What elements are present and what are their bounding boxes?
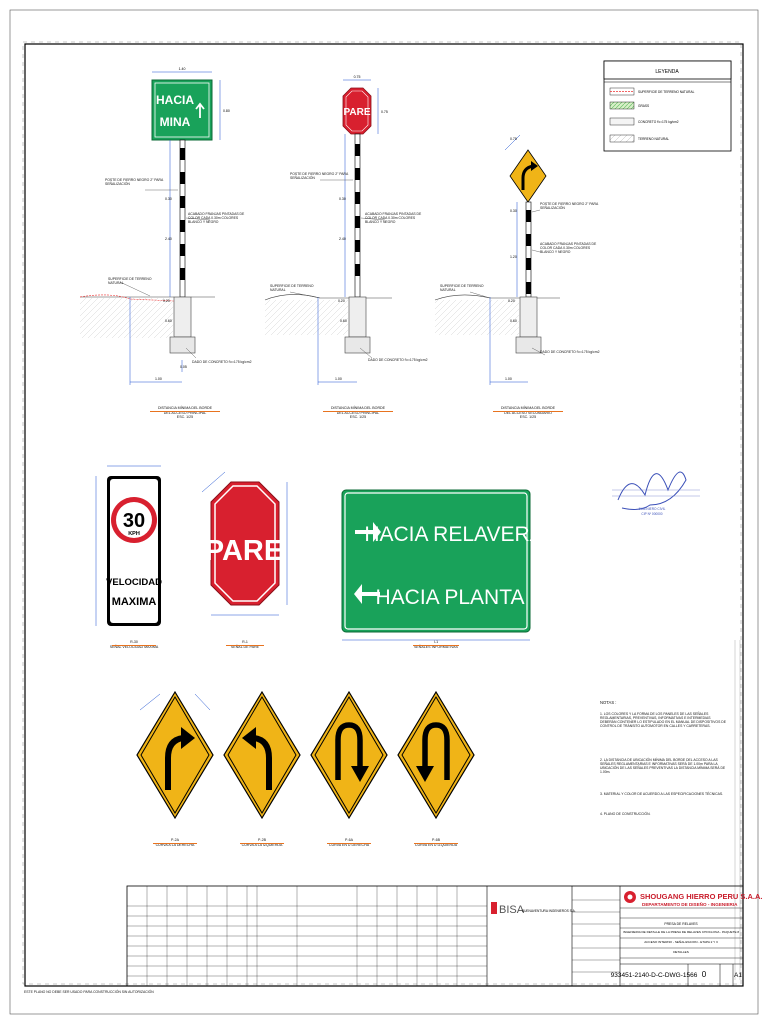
legend-item: CONCRETO f'c=175 kg/cm2 — [638, 120, 679, 124]
note-tubo: POSTE DE FIERRO NEGRO 2" PARA SEÑALIZACIÓN — [540, 202, 599, 210]
signature-text: CIP Nº 000000 — [641, 512, 663, 516]
informativa-line2: HACIA PLANTA — [375, 586, 525, 609]
legend-item: GRASS — [638, 104, 650, 108]
legend-title: LEYENDA — [655, 69, 679, 75]
speed-text-1: VELOCIDAD — [106, 577, 162, 588]
hacia-mina-line1: HACIA — [156, 93, 194, 107]
note-dado: DADO DE CONCRETO f'c=175 kg/cm2 — [192, 360, 252, 364]
hacia-mina-sign — [152, 80, 212, 140]
bisa-name: BUENAVENTURA INGENIEROS S.A. — [522, 909, 576, 913]
project-title: PRESA DE RELAVES — [664, 922, 698, 926]
speed-text-2: MAXIMA — [111, 596, 157, 608]
bisa-logo — [491, 902, 497, 914]
notes-item: 2. LA DISTANCIA DE UBICACIÓN MÍNIMA DEL BORDE DEL ACCESO A LAS SEÑALES REGLAMENTARIAS E INFORMATIVAS SERÁ DE 1.00m PARA LA UBICACIÓN DE LAS SEÑALES PREVENTIVAS LA DISTANCIA MÍNIMA SERÁ DE 1.00m. — [600, 758, 726, 774]
note-terreno: SUPERFICIE DE TERRENO NATURAL — [108, 277, 152, 285]
legend-item: SUPERFICIE DE TERRENO NATURAL — [638, 90, 695, 94]
dim-label: 0.30 — [339, 197, 346, 201]
signature-stamp — [612, 472, 700, 509]
notes-title: NOTAS : — [600, 700, 617, 705]
informativa-line1: HACIA RELAVERA — [364, 523, 544, 546]
speed-unit: KPH — [128, 531, 140, 537]
dim-label: 1.20 — [510, 255, 517, 259]
warning-sign-curva-derecha — [137, 692, 213, 818]
dim-label: 1.00 — [335, 377, 342, 381]
signature-text: INGENIERO CIVIL — [638, 507, 666, 511]
dim-label: 0.30 — [165, 197, 172, 201]
informativa-sign — [342, 490, 544, 632]
detail-curva — [435, 135, 560, 385]
note-pintura: ACABADO FRANJAS PINTADAS DE COLOR CADA 0.30m COLORES BLANCO Y NEGRO — [540, 242, 597, 254]
dim-label: 0.75 — [353, 75, 361, 79]
dim-label: 0.20 — [163, 299, 170, 303]
warning-sign-curva-u-derecha — [311, 692, 387, 818]
dim-label: 0.80 — [223, 109, 230, 113]
company-name: SHOUGANG HIERRO PERU S.A.A. — [640, 892, 763, 901]
speed-value: 30 — [122, 510, 146, 532]
note-dado: DADO DE CONCRETO f'c=175 kg/cm2 — [540, 350, 600, 354]
detail-caption-1: DISTANCIA MÍNIMA DEL BORDE DEL ACCESO PRINCIPAL ESC. 1/25 — [157, 406, 213, 420]
notes-item: 4. PLANO DE CONSTRUCCIÓN. — [600, 812, 651, 816]
detail-caption-2: DISTANCIA MÍNIMA DEL BORDE DEL ACCESO PRINCIPAL ESC. 1/25 — [330, 406, 386, 420]
dim-label: 0.60 — [340, 319, 347, 323]
project-line3: DETALLES — [673, 950, 689, 954]
warning-sign-curva-u-izquierda — [398, 692, 474, 818]
sign-caption: P-2A CURVA A LA DERECHA — [155, 838, 195, 847]
note-terreno: SUPERFICIE DE TERRENO NATURAL — [440, 284, 484, 292]
project-line2: ACCESO INTERNO - SEÑALIZACION - ETAPA 2 Y 3 — [644, 940, 718, 944]
dim-label: 0.20 — [508, 299, 515, 303]
note-tubo: POSTE DE FIERRO NEGRO 2" PARA SEÑALIZACIÓN — [105, 178, 164, 186]
detail-hacia-mina — [80, 72, 220, 385]
sign-caption: R-1 SEÑAL DE PARE — [230, 640, 260, 649]
notes-item: 3. MATERIAL Y COLOR DE ACUERDO A LAS ESPECIFICACIONES TÉCNICAS. — [600, 792, 724, 796]
sign-caption: P-6A CURVA EN U DERECHA — [328, 838, 370, 847]
pare-large-text: PARE — [204, 535, 284, 567]
dim-label: 1.00 — [505, 377, 512, 381]
revision: 0 — [701, 970, 707, 979]
dim-label: 0.20 — [338, 299, 345, 303]
dim-label: 0.75 — [381, 110, 388, 114]
bisa-text: BISA — [499, 904, 525, 916]
sign-caption: P-2B CURVA A LA IZQUIERDA — [241, 838, 283, 847]
dim-label: 1.40 — [178, 67, 186, 71]
dim-label: 1.00 — [155, 377, 162, 381]
warning-sign-curva-izquierda — [224, 692, 300, 818]
legend-item: TERRENO NATURAL — [638, 137, 670, 141]
dim-label: 0.75 — [510, 137, 517, 141]
note-pintura: ACABADO FRANJAS PINTADAS DE COLOR CADA 0.30m COLORES BLANCO Y NEGRO — [365, 212, 422, 224]
detail-caption-3: DISTANCIA MÍNIMA DEL BORDE DEL ACCESO SECUNDARIO ESC. 1/25 — [500, 406, 556, 420]
dim-label: 0.05 — [180, 365, 187, 369]
note-terreno: SUPERFICIE DE TERRENO NATURAL — [270, 284, 314, 292]
dim-label: 0.60 — [165, 319, 172, 323]
note-dado: DADO DE CONCRETO f'c=175 kg/cm2 — [368, 358, 428, 362]
dim-label: 0.60 — [510, 319, 517, 323]
detail-pare — [265, 80, 392, 385]
curva-small-sign — [510, 150, 546, 202]
project-line1: INGENIERIA DE DETALLE DE LA PRESA DE RELAVES CHOCLONA - PAQUETE 8 — [622, 930, 740, 934]
dim-label: 2.40 — [165, 237, 172, 241]
dim-label: 0.30 — [510, 209, 517, 213]
drawing-number: 933451-2140-D-C-DWG-1566 — [610, 972, 698, 979]
sign-caption: R-30 SEÑAL VELOCIDAD MAXIMA — [109, 640, 159, 649]
pare-small-text: PARE — [343, 107, 371, 118]
dim-label: 2.40 — [339, 237, 346, 241]
sign-caption: P-6B CURVA EN U IZQUIERDA — [414, 838, 458, 847]
hacia-mina-line2: MINA — [159, 115, 191, 129]
title-block — [127, 886, 743, 986]
bottom-note: ESTE PLANO NO DEBE SER USADO PARA CONSTRUCCIÓN SIN AUTORIZACIÓN — [24, 990, 154, 994]
notes-item: 1. LOS COLORES Y LA FORMA DE LOS PANELES DE LAS SEÑALES REGLAMENTARIAS, PREVENTIVAS, INFORMATIVAS E INTERMEDIAS DEBERÁN CONTENER LO ESTIPULADO EN EL MANUAL DE DISPOSITIVOS DE CONTROL DE TRÁNSITO AUTOMOTOR EN CALLES Y CARRETERAS. — [600, 712, 726, 728]
note-pintura: ACABADO FRANJAS PINTADAS DE COLOR CADA 0.30m COLORES BLANCO Y NEGRO — [188, 212, 245, 224]
pare-large-sign — [205, 482, 283, 605]
department-name: DEPARTAMENTO DE DISEÑO - INGENIERIA — [642, 902, 738, 907]
speed-limit-sign — [106, 476, 162, 626]
sheet-size: A1 — [734, 972, 742, 979]
note-tubo: POSTE DE FIERRO NEGRO 2" PARA SEÑALIZACIÓN — [290, 172, 349, 180]
sign-caption: I-1 SEÑALES INFORMATIVAS — [414, 640, 458, 649]
